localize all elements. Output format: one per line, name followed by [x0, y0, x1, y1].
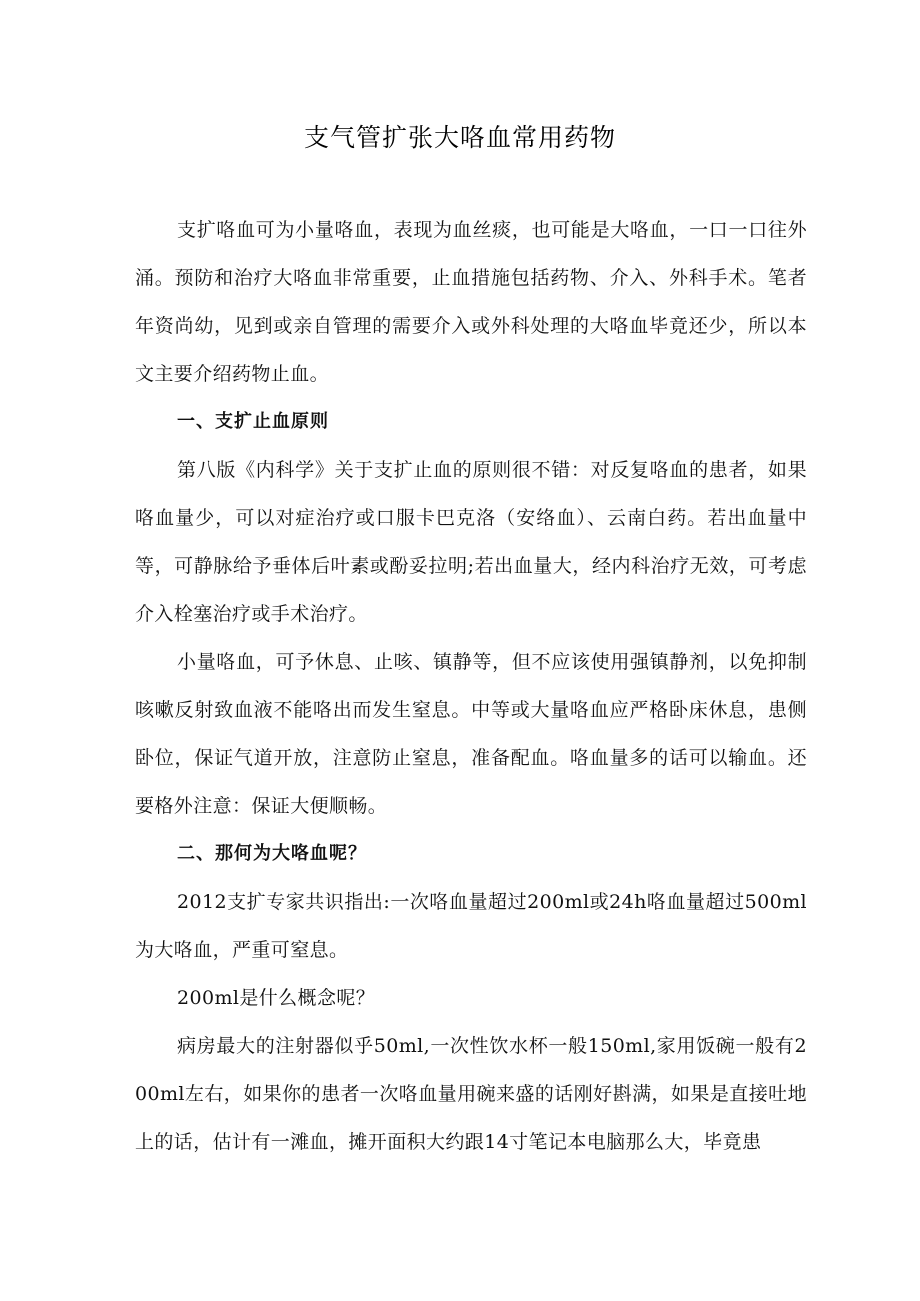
- paragraph-principles: 第八版《内科学》关于支扩止血的原则很不错：对反复咯血的患者，如果咯血量少，可以对症治疗或口服卡巴克洛（安络血）、云南白药。若出血量中等，可静脉给予垂体后叶素或酚妥拉明;若出血量大，经内科治疗无效，可考虑介入栓塞治疗或手术治疗。: [135, 459, 807, 625]
- section-heading-principles: 一、支扩止血原则: [177, 411, 329, 432]
- section-heading-massive-hemoptysis: 二、那何为大咯血呢？: [177, 843, 367, 864]
- document-body: [135, 206, 807, 1166]
- paragraph-question: 200ml是什么概念呢？: [177, 987, 376, 1009]
- document-title: 支气管扩张大咯血常用药物: [303, 123, 616, 152]
- paragraph-consensus: 2012支扩专家共识指出:一次咯血量超过200ml或24h咯血量超过500ml为大咯血，严重可窒息。: [135, 891, 807, 961]
- paragraph-volume-comparison: 病房最大的注射器似乎50ml,一次性饮水杯一般150ml,家用饭碗一般有200ml左右，如果你的患者一次咯血量用碗来盛的话刚好斟满，如果是直接吐地上的话，估计有一滩血，摊开面积大约跟14寸笔记本电脑那么大，毕竟患: [135, 1035, 807, 1153]
- paragraph-intro: 支扩咯血可为小量咯血，表现为血丝痰，也可能是大咯血，一口一口往外涌。预防和治疗大咯血非常重要，止血措施包括药物、介入、外科手术。笔者年资尚幼，见到或亲自管理的需要介入或外科处理的大咯血毕竟还少，所以本文主要介绍药物止血。: [135, 219, 807, 385]
- paragraph-small-hemoptysis: 小量咯血，可予休息、止咳、镇静等，但不应该使用强镇静剂，以免抑制咳嗽反射致血液不能咯出而发生窒息。中等或大量咯血应严格卧床休息，患侧卧位，保证气道开放，注意防止窒息，准备配血。咯血量多的话可以输血。还要格外注意：保证大便顺畅。: [135, 651, 807, 817]
